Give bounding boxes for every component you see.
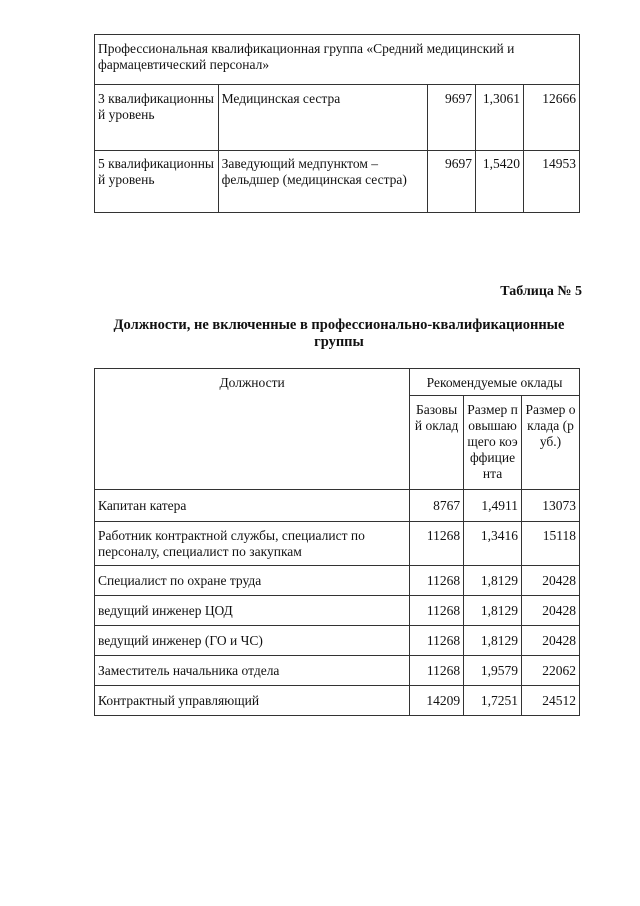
position-cell: Заместитель начальника отдела — [95, 656, 410, 686]
header-salary: Размер оклада (руб.) — [522, 396, 580, 490]
position-cell: ведущий инженер ЦОД — [95, 596, 410, 626]
table-title: Должности, не включенные в профессионально-квалификационные группы — [113, 317, 565, 350]
table-row — [95, 522, 580, 566]
base-cell: 11268 — [410, 596, 464, 626]
coef-cell: 1,8129 — [464, 566, 522, 596]
table-label: Таблица № 5 — [500, 284, 582, 299]
coef-cell: 1,8129 — [464, 626, 522, 656]
coef-cell: 1,3416 — [464, 522, 522, 566]
salary-cell: 24512 — [522, 686, 580, 716]
coef-cell: 1,8129 — [464, 596, 522, 626]
table-5 — [94, 368, 580, 716]
table-row — [95, 596, 580, 626]
header-recommended: Рекомендуемые оклады — [410, 369, 580, 396]
salary-cell: 12666 — [524, 85, 580, 151]
coef-cell: 1,7251 — [464, 686, 522, 716]
table-4-continuation — [94, 34, 580, 213]
base-cell: 8767 — [410, 490, 464, 522]
base-cell: 11268 — [410, 522, 464, 566]
position-cell: Работник контрактной службы, специалист по персоналу, специалист по закупкам — [95, 522, 410, 566]
position-cell: Контрактный управляющий — [95, 686, 410, 716]
base-cell: 9697 — [428, 85, 476, 151]
header-positions: Должности — [95, 369, 410, 490]
position-cell: Медицинская сестра — [218, 85, 428, 151]
salary-cell: 20428 — [522, 566, 580, 596]
coef-cell: 1,9579 — [464, 656, 522, 686]
header-coef: Размер повышающего коэффициента — [464, 396, 522, 490]
level-cell: 3 квалификационный уровень — [95, 85, 219, 151]
level-cell: 5 квалификационный уровень — [95, 151, 219, 213]
group-header: Профессиональная квалификационная группа «Средний медицинский и фармацевтический персонал» — [95, 35, 580, 85]
position-cell: Капитан катера — [95, 490, 410, 522]
base-cell: 11268 — [410, 656, 464, 686]
table-row — [95, 656, 580, 686]
header-base: Базовый оклад — [410, 396, 464, 490]
table-row — [95, 151, 580, 213]
table-row — [95, 490, 580, 522]
salary-cell: 20428 — [522, 626, 580, 656]
base-cell: 11268 — [410, 566, 464, 596]
coef-cell: 1,4911 — [464, 490, 522, 522]
salary-cell: 20428 — [522, 596, 580, 626]
position-cell: ведущий инженер (ГО и ЧС) — [95, 626, 410, 656]
table-row — [95, 85, 580, 151]
base-cell: 9697 — [428, 151, 476, 213]
salary-cell: 14953 — [524, 151, 580, 213]
table-row — [95, 686, 580, 716]
salary-cell: 15118 — [522, 522, 580, 566]
salary-cell: 22062 — [522, 656, 580, 686]
coef-cell: 1,5420 — [476, 151, 524, 213]
base-cell: 14209 — [410, 686, 464, 716]
coef-cell: 1,3061 — [476, 85, 524, 151]
table-row — [95, 626, 580, 656]
salary-cell: 13073 — [522, 490, 580, 522]
position-cell: Специалист по охране труда — [95, 566, 410, 596]
base-cell: 11268 — [410, 626, 464, 656]
position-cell: Заведующий медпунктом – фельдшер (медицинская сестра) — [218, 151, 428, 213]
table-row — [95, 566, 580, 596]
